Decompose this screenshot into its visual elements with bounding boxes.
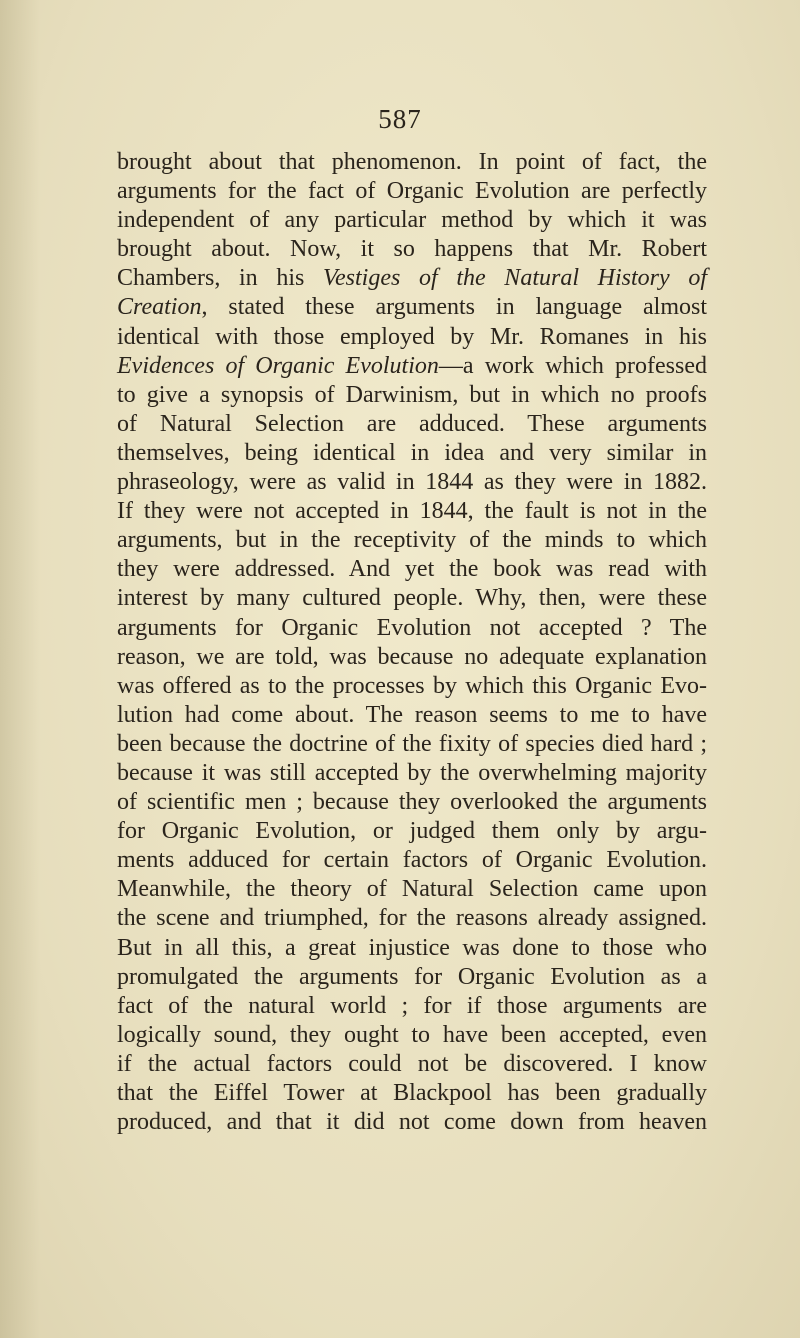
text-line: But in all this, a great injustice was done to those who xyxy=(117,934,707,961)
page-number: 587 xyxy=(378,104,422,134)
text-segment: Chambers, in his xyxy=(117,265,323,292)
text-line: of Natural Selection are adduced. These arguments xyxy=(117,410,707,437)
text-line: they were addressed. And yet the book was read with xyxy=(117,556,707,583)
text-line: fact of the natural world ; for if those arguments are xyxy=(117,992,707,1019)
text-line: If they were not accepted in 1844, the fault is not in the xyxy=(117,498,707,525)
text-line: because it was still accepted by the overwhelming majority xyxy=(117,759,707,786)
text-line: arguments, but in the receptivity of the minds to which xyxy=(117,527,707,554)
text-line: the scene and triumphed, for the reasons already assigned. xyxy=(117,905,707,932)
text-line: brought about. Now, it so happens that Mr. Robert xyxy=(117,236,707,263)
text-line: was offered as to the processes by which this Organic Evo- xyxy=(117,672,707,699)
text-line: logically sound, they ought to have been accepted, even xyxy=(117,1021,707,1048)
text-line: been because the doctrine of the fixity of species died hard ; xyxy=(117,730,707,757)
page-edge-shadow xyxy=(0,0,40,1338)
text-line: lution had come about. The reason seems to me to have xyxy=(117,701,707,728)
text-line: identical with those employed by Mr. Romanes in his xyxy=(117,323,707,350)
text-line: phraseology, were as valid in 1844 as they were in 1882. xyxy=(117,469,707,496)
text-line: of scientific men ; because they overlooked the arguments xyxy=(117,789,707,816)
text-line: promulgated the arguments for Organic Evolution as a xyxy=(117,963,707,990)
text-segment: —a work which professed xyxy=(438,352,707,379)
text-segment: , stated these arguments in language almost xyxy=(201,294,707,321)
text-line: arguments for the fact of Organic Evolution are perfectly xyxy=(117,178,707,205)
text-line: arguments for Organic Evolution not accepted ? The xyxy=(117,614,707,641)
text-line xyxy=(117,293,707,322)
text-line: for Organic Evolution, or judged them only by argu- xyxy=(117,818,707,845)
text-line: that the Eiffel Tower at Blackpool has been gradually xyxy=(117,1080,707,1106)
text-line: interest by many cultured people. Why, then, were these xyxy=(117,585,707,612)
text-line: ments adduced for certain factors of Organic Evolution. xyxy=(117,847,707,874)
italic-title: Evidences of Organic Evolution xyxy=(117,352,439,379)
text-line xyxy=(117,352,707,381)
text-line: to give a synopsis of Darwinism, but in which no proofs xyxy=(117,381,707,408)
text-line: if the actual factors could not be discovered. I know xyxy=(117,1050,707,1077)
text-line: reason, we are told, was because no adequate explanation xyxy=(117,643,707,670)
text-line: themselves, being identical in idea and very similar in xyxy=(117,439,707,466)
body-text xyxy=(117,148,707,1137)
text-line: independent of any particular method by which it was xyxy=(117,207,707,234)
italic-title: Creation xyxy=(117,294,202,321)
italic-title: Vestiges of the Natural History of xyxy=(323,265,707,292)
text-line: brought about that phenomenon. In point of fact, the xyxy=(117,149,707,175)
text-line xyxy=(117,264,707,293)
text-line: Meanwhile, the theory of Natural Selection came upon xyxy=(117,876,707,903)
text-line: produced, and that it did not come down from heaven xyxy=(117,1109,707,1136)
